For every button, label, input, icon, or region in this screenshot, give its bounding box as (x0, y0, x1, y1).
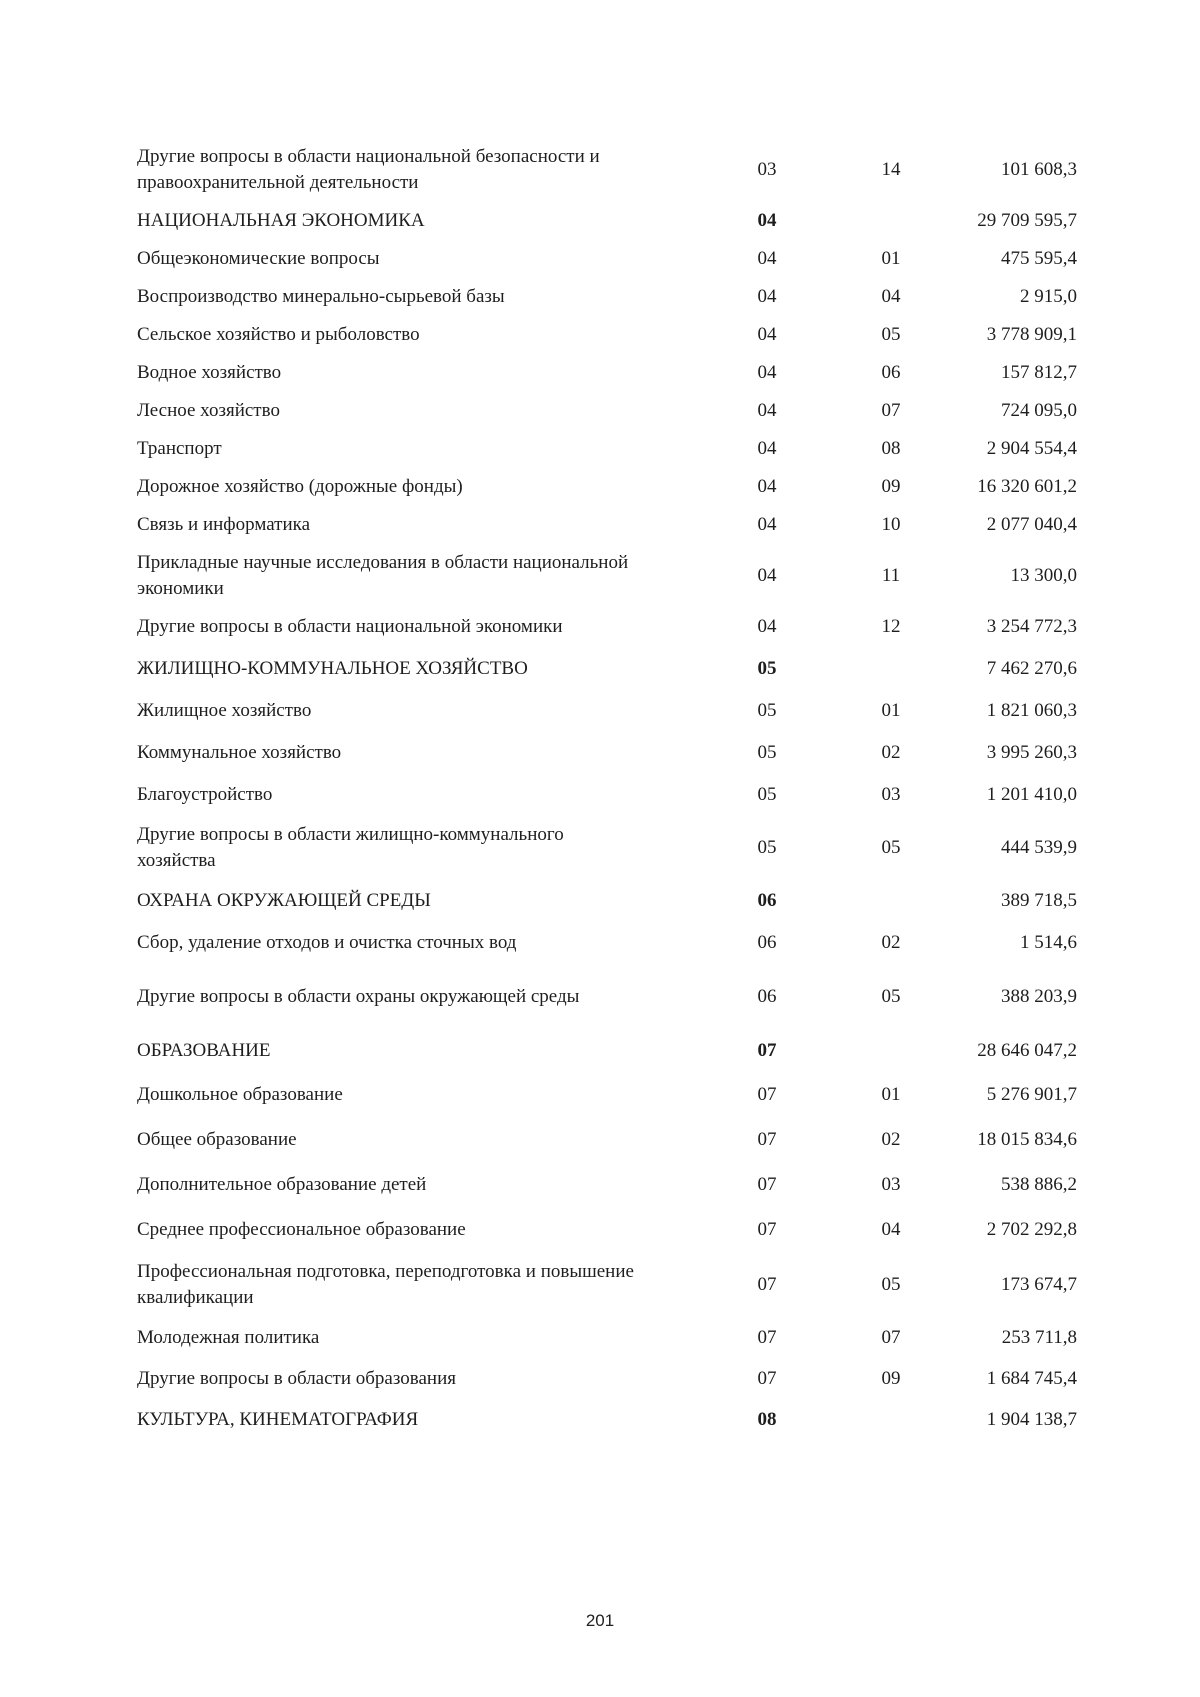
table-row (137, 244, 1077, 274)
row-subsection-code: 06 (881, 362, 901, 383)
row-section-code: 07 (757, 1084, 777, 1105)
row-amount: 2 904 554,4 (986, 438, 1077, 459)
row-subsection-code: 03 (881, 784, 901, 805)
row-amount: 724 095,0 (1001, 400, 1077, 421)
row-subsection-code: 07 (881, 1327, 901, 1348)
table-row (137, 654, 1077, 684)
table-row (137, 510, 1077, 540)
row-amount: 388 203,9 (1001, 986, 1077, 1007)
row-name: Связь и информатика (137, 514, 311, 535)
row-subsection-code: 10 (881, 514, 901, 535)
row-name: НАЦИОНАЛЬНАЯ ЭКОНОМИКА (137, 210, 425, 231)
row-amount: 3 778 909,1 (986, 324, 1077, 345)
row-section-code: 05 (757, 784, 777, 805)
row-section-code: 04 (757, 286, 777, 307)
row-section-code: 05 (757, 742, 777, 763)
row-amount: 2 077 040,4 (986, 514, 1077, 535)
row-name: Молодежная политика (137, 1327, 320, 1348)
table-row (137, 396, 1077, 426)
table-row (137, 1036, 1077, 1066)
row-subsection-code: 11 (881, 565, 901, 586)
table-row (137, 820, 1077, 876)
table-row (137, 982, 1077, 1012)
row-name: ОХРАНА ОКРУЖАЮЩЕЙ СРЕДЫ (137, 890, 431, 911)
table-row (137, 886, 1077, 916)
row-subsection-code: 12 (881, 616, 901, 637)
row-name: Лесное хозяйство (137, 400, 280, 421)
row-section-code: 04 (757, 438, 777, 459)
row-amount: 389 718,5 (1001, 890, 1077, 911)
row-subsection-code: 01 (881, 700, 901, 721)
row-section-code: 05 (757, 837, 777, 858)
row-name: Другие вопросы в области национальной экономики (137, 616, 563, 637)
row-name: Сельское хозяйство и рыболовство (137, 324, 420, 345)
row-subsection-code: 01 (881, 248, 901, 269)
table-row (137, 434, 1077, 464)
table-row (137, 1080, 1077, 1110)
budget-table (137, 142, 1077, 1435)
table-row (137, 282, 1077, 312)
row-subsection-code: 05 (881, 1274, 901, 1295)
row-subsection-code: 08 (881, 438, 901, 459)
row-subsection-code: 02 (881, 1129, 901, 1150)
row-section-code: 08 (757, 1409, 777, 1430)
row-name: Сбор, удаление отходов и очистка сточных вод (137, 932, 517, 953)
table-row (137, 738, 1077, 768)
row-section-code: 07 (757, 1129, 777, 1150)
table-row (137, 358, 1077, 388)
row-name: Воспроизводство минерально-сырьевой базы (137, 286, 505, 307)
row-section-code: 04 (757, 210, 777, 231)
row-name: Другие вопросы в области охраны окружающей среды (137, 986, 580, 1007)
row-subsection-code: 02 (881, 742, 901, 763)
row-amount: 16 320 601,2 (977, 476, 1077, 497)
row-section-code: 03 (757, 159, 777, 180)
row-name: КУЛЬТУРА, КИНЕМАТОГРАФИЯ (137, 1409, 419, 1430)
row-amount: 101 608,3 (1001, 159, 1077, 180)
row-amount: 2 915,0 (1020, 286, 1077, 307)
row-section-code: 04 (757, 324, 777, 345)
row-name: Другие вопросы в области образования (137, 1368, 456, 1389)
table-row (137, 1323, 1077, 1353)
row-subsection-code: 01 (881, 1084, 901, 1105)
row-section-code: 04 (757, 248, 777, 269)
row-subsection-code: 07 (881, 400, 901, 421)
row-subsection-code: 05 (881, 324, 901, 345)
table-row (137, 206, 1077, 236)
row-subsection-code: 04 (881, 1219, 901, 1240)
row-amount: 1 201 410,0 (986, 784, 1077, 805)
table-row (137, 696, 1077, 726)
row-amount: 18 015 834,6 (977, 1129, 1077, 1150)
row-name: Прикладные научные исследования в области национальной экономики (137, 552, 629, 599)
table-row (137, 1257, 1077, 1313)
row-amount: 157 812,7 (1001, 362, 1077, 383)
row-section-code: 07 (757, 1174, 777, 1195)
table-row (137, 1364, 1077, 1394)
row-name: Среднее профессиональное образование (137, 1219, 466, 1240)
table-row (137, 612, 1077, 642)
row-name: Жилищное хозяйство (137, 700, 312, 721)
row-name: Благоустройство (137, 784, 273, 805)
row-section-code: 06 (757, 932, 777, 953)
row-amount: 1 514,6 (1020, 932, 1077, 953)
table-row (137, 1125, 1077, 1155)
row-name: Коммунальное хозяйство (137, 742, 342, 763)
row-name: Профессиональная подготовка, переподготовка и повышение квалификации (137, 1261, 634, 1308)
table-row (137, 142, 1077, 198)
row-name: Другие вопросы в области национальной безопасности и правоохранительной деятельности (137, 146, 600, 193)
row-subsection-code: 05 (881, 837, 901, 858)
row-section-code: 04 (757, 565, 777, 586)
row-name: Дополнительное образование детей (137, 1174, 427, 1195)
row-amount: 538 886,2 (1001, 1174, 1077, 1195)
row-subsection-code: 03 (881, 1174, 901, 1195)
row-subsection-code: 14 (881, 159, 901, 180)
page-number: 201 (585, 1611, 615, 1630)
row-amount: 1 821 060,3 (986, 700, 1077, 721)
row-name: Дорожное хозяйство (дорожные фонды) (137, 476, 463, 497)
row-section-code: 05 (757, 700, 777, 721)
row-subsection-code: 02 (881, 932, 901, 953)
row-section-code: 07 (757, 1219, 777, 1240)
table-row (137, 548, 1077, 604)
table-row (137, 1405, 1077, 1435)
row-name: Общее образование (137, 1129, 297, 1150)
row-section-code: 04 (757, 400, 777, 421)
row-amount: 29 709 595,7 (977, 210, 1077, 231)
row-section-code: 07 (757, 1368, 777, 1389)
row-subsection-code: 04 (881, 286, 901, 307)
row-amount: 13 300,0 (1010, 565, 1077, 586)
row-subsection-code: 05 (881, 986, 901, 1007)
row-amount: 444 539,9 (1001, 837, 1077, 858)
row-name: Другие вопросы в области жилищно-коммунального хозяйства (137, 824, 564, 871)
row-section-code: 07 (757, 1327, 777, 1348)
row-section-code: 06 (757, 986, 777, 1007)
row-section-code: 04 (757, 514, 777, 535)
row-amount: 253 711,8 (1001, 1327, 1077, 1348)
table-row (137, 780, 1077, 810)
row-amount: 28 646 047,2 (977, 1040, 1077, 1061)
row-subsection-code: 09 (881, 1368, 901, 1389)
row-section-code: 05 (757, 658, 777, 679)
row-amount: 3 254 772,3 (986, 616, 1077, 637)
row-name: ЖИЛИЩНО-КОММУНАЛЬНОЕ ХОЗЯЙСТВО (137, 658, 528, 679)
row-amount: 7 462 270,6 (986, 658, 1077, 679)
table-row (137, 472, 1077, 502)
row-section-code: 04 (757, 362, 777, 383)
table-row (137, 1215, 1077, 1245)
row-section-code: 04 (757, 476, 777, 497)
row-amount: 173 674,7 (1001, 1274, 1077, 1295)
table-row (137, 320, 1077, 350)
table-row (137, 928, 1077, 958)
row-amount: 1 684 745,4 (986, 1368, 1077, 1389)
table-row (137, 1170, 1077, 1200)
row-section-code: 06 (757, 890, 777, 911)
row-subsection-code: 09 (881, 476, 901, 497)
row-amount: 3 995 260,3 (986, 742, 1077, 763)
row-name: Водное хозяйство (137, 362, 282, 383)
row-name: Транспорт (137, 438, 222, 459)
row-amount: 475 595,4 (1001, 248, 1077, 269)
row-name: Общеэкономические вопросы (137, 248, 380, 269)
row-section-code: 04 (757, 616, 777, 637)
row-name: ОБРАЗОВАНИЕ (137, 1040, 271, 1061)
row-amount: 5 276 901,7 (986, 1084, 1077, 1105)
row-amount: 1 904 138,7 (986, 1409, 1077, 1430)
row-name: Дошкольное образование (137, 1084, 343, 1105)
row-section-code: 07 (757, 1040, 777, 1061)
row-section-code: 07 (757, 1274, 777, 1295)
row-amount: 2 702 292,8 (986, 1219, 1077, 1240)
